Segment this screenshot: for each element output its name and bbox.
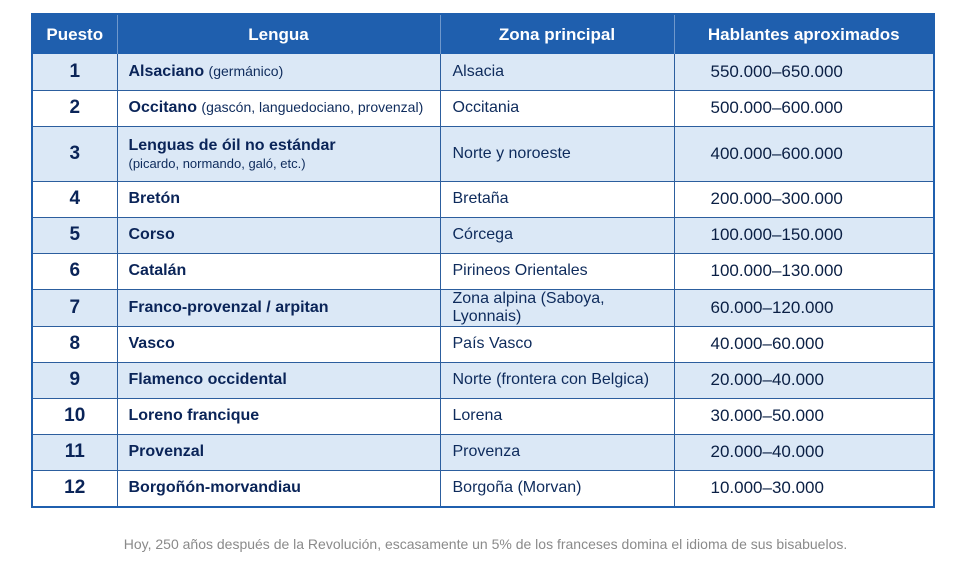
zone-cell: Borgoña (Morvan) [440, 470, 674, 506]
language-name: Loreno francique [128, 407, 260, 424]
regional-languages-table [33, 15, 933, 506]
language-detail: (germánico) [208, 62, 284, 79]
rank-cell: 2 [33, 90, 117, 126]
language-name: Bretón [128, 190, 181, 207]
language-name: Lenguas de óil no estándar [128, 136, 336, 154]
rank-cell: 3 [33, 126, 117, 181]
zone-cell: Norte (frontera con Belgica) [440, 362, 674, 398]
table-row [33, 326, 933, 362]
rank-cell: 1 [33, 54, 117, 90]
table-header-row [33, 15, 933, 54]
table-caption: Hoy, 250 años después de la Revolución, escasamente un 5% de los franceses domina el idioma de sus bisabuelos. [123, 536, 848, 552]
language-name: Alsaciano [128, 62, 205, 80]
header-rank: Puesto [33, 15, 117, 54]
speakers-cell: 400.000–600.000 [674, 126, 933, 181]
zone-cell: Pirineos Orientales [440, 253, 674, 289]
speakers-cell: 40.000–60.000 [674, 326, 933, 362]
table-row [33, 398, 933, 434]
table-row [33, 54, 933, 90]
speakers-cell: 60.000–120.000 [674, 289, 933, 326]
language-name: Corso [128, 226, 175, 243]
rank-cell: 9 [33, 362, 117, 398]
speakers-cell: 10.000–30.000 [674, 470, 933, 506]
language-cell [117, 217, 440, 253]
language-cell [117, 90, 440, 126]
language-cell [117, 362, 440, 398]
zone-cell: Norte y noroeste [440, 126, 674, 181]
language-cell [117, 253, 440, 289]
zone-cell: Zona alpina (Saboya, Lyonnais) [440, 289, 674, 326]
rank-cell: 8 [33, 326, 117, 362]
header-speakers: Hablantes aproximados [674, 15, 933, 54]
language-cell [117, 398, 440, 434]
header-zone: Zona principal [440, 15, 674, 54]
zone-cell: País Vasco [440, 326, 674, 362]
language-detail: (gascón, languedociano, provenzal) [201, 99, 424, 115]
language-cell [117, 126, 440, 181]
zone-cell: Lorena [440, 398, 674, 434]
rank-cell: 7 [33, 289, 117, 326]
zone-cell: Córcega [440, 217, 674, 253]
language-cell [117, 181, 440, 217]
rank-cell: 4 [33, 181, 117, 217]
header-language: Lengua [117, 15, 440, 54]
speakers-cell: 100.000–150.000 [674, 217, 933, 253]
zone-cell: Occitania [440, 90, 674, 126]
table-row [33, 90, 933, 126]
zone-cell: Provenza [440, 434, 674, 470]
table-row [33, 289, 933, 326]
language-name: Borgoñón-morvandiau [128, 479, 301, 497]
table-row [33, 181, 933, 217]
language-cell [117, 54, 440, 90]
language-cell [117, 470, 440, 506]
language-name: Catalán [128, 262, 187, 279]
language-name: Flamenco occidental [128, 371, 287, 388]
table-row [33, 217, 933, 253]
speakers-cell: 20.000–40.000 [674, 434, 933, 470]
languages-table-container [31, 13, 935, 508]
zone-cell: Bretaña [440, 181, 674, 217]
language-name: Franco-provenzal / arpitan [128, 298, 329, 316]
language-name: Provenzal [128, 443, 205, 460]
rank-cell: 6 [33, 253, 117, 289]
table-row [33, 253, 933, 289]
table-row [33, 126, 933, 181]
speakers-cell: 200.000–300.000 [674, 181, 933, 217]
language-name: Vasco [128, 335, 175, 352]
speakers-cell: 20.000–40.000 [674, 362, 933, 398]
language-detail: (picardo, normando, galó, etc.) [128, 155, 306, 171]
table-body [33, 54, 933, 506]
language-cell [117, 434, 440, 470]
language-cell [117, 289, 440, 326]
speakers-cell: 100.000–130.000 [674, 253, 933, 289]
rank-cell: 10 [33, 398, 117, 434]
table-row [33, 434, 933, 470]
rank-cell: 5 [33, 217, 117, 253]
speakers-cell: 500.000–600.000 [674, 90, 933, 126]
rank-cell: 11 [33, 434, 117, 470]
language-name: Occitano [128, 99, 197, 116]
rank-cell: 12 [33, 470, 117, 506]
zone-cell: Alsacia [440, 54, 674, 90]
table-row [33, 470, 933, 506]
table-row [33, 362, 933, 398]
speakers-cell: 30.000–50.000 [674, 398, 933, 434]
speakers-cell: 550.000–650.000 [674, 54, 933, 90]
language-cell [117, 326, 440, 362]
